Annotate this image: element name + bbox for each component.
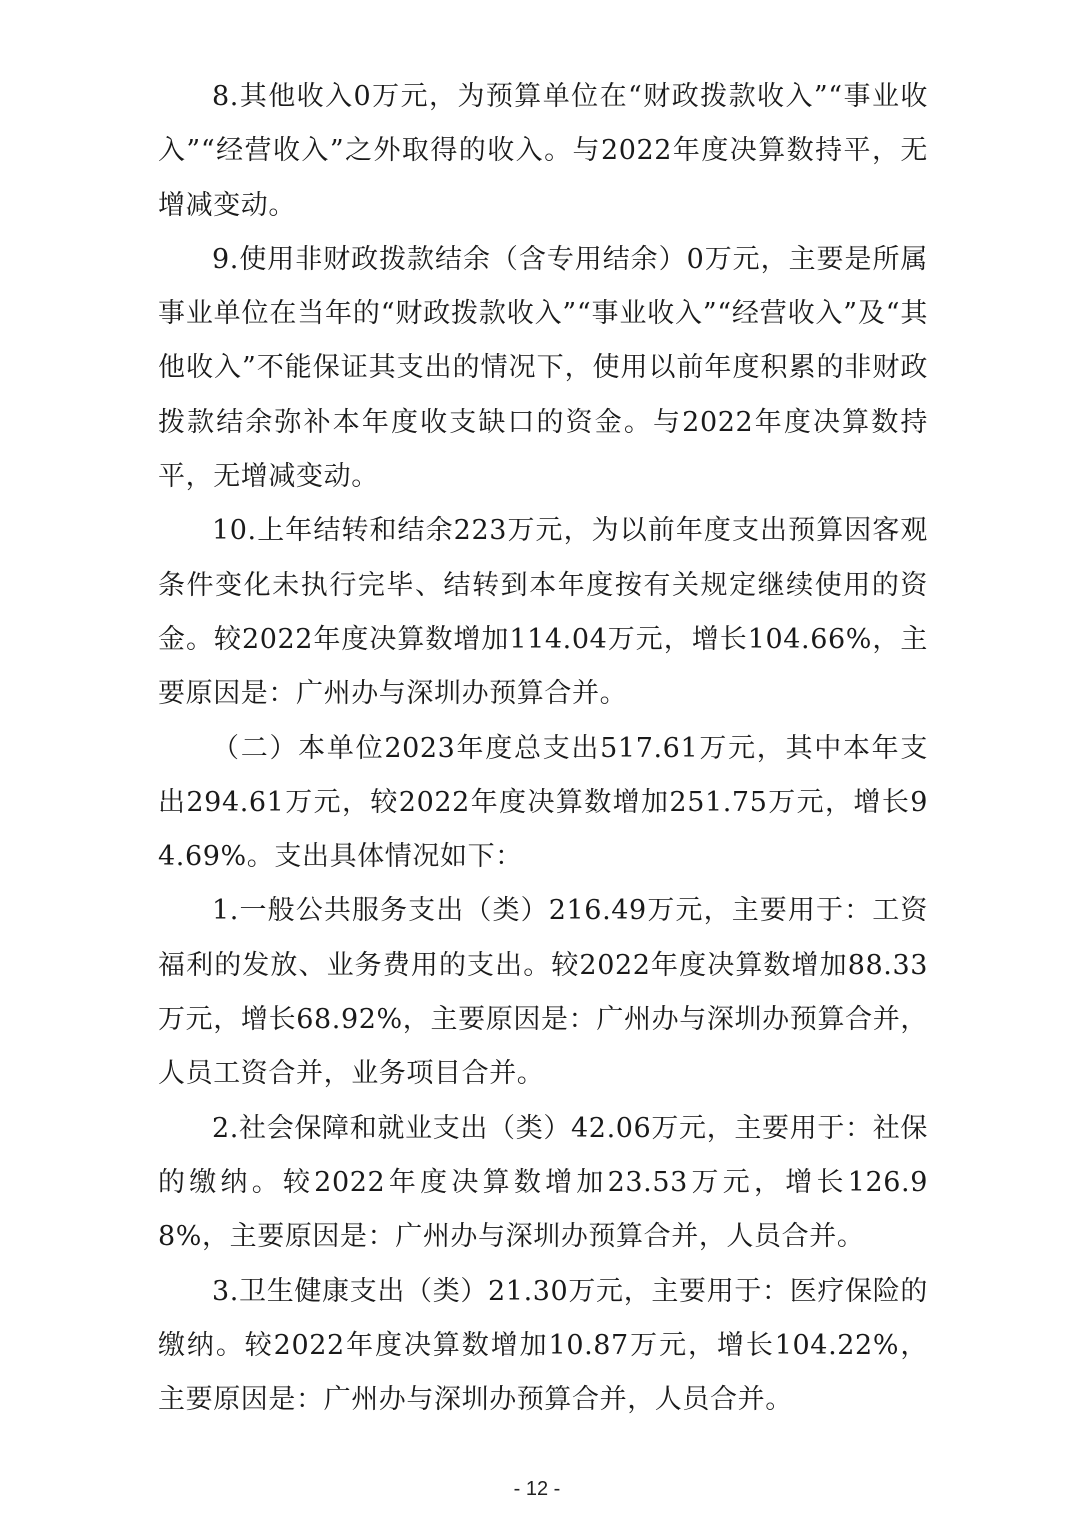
body-text [158, 70, 928, 1427]
paragraph-total-expenditure: （二）本单位2023年度总支出517.61万元，其中本年支出294.61万元，较2022年度决算数增加251.75万元，增长94.69%。支出具体情况如下： [158, 732, 928, 873]
paragraph-other-income: 8.其他收入0万元，为预算单位在“财政拨款收入”“事业收入”“经营收入”之外取得的收入。与2022年度决算数持平，无增减变动。 [158, 81, 928, 221]
paragraph-non-fiscal-balance: 9.使用非财政拨款结余（含专用结余）0万元，主要是所属事业单位在当年的“财政拨款收入”“事业收入”“经营收入”及“其他收入”不能保证其支出的情况下，使用以前年度积累的非财政拨款结余弥补本年度收支缺口的资金。与2022年度决算数持平，无增减变动。 [158, 243, 928, 493]
page-number: - 12 - [513, 1478, 561, 1500]
paragraph-health: 3.卫生健康支出（类）21.30万元，主要用于：医疗保险的缴纳。较2022年度决算数增加10.87万元，增长104.22%，主要原因是：广州办与深圳办预算合并，人员合并。 [158, 1275, 928, 1416]
paragraph-social-security: 2.社会保障和就业支出（类）42.06万元，主要用于：社保的缴纳。较2022年度决算数增加23.53万元，增长126.98%，主要原因是：广州办与深圳办预算合并，人员合并。 [158, 1112, 928, 1253]
paragraph-carryover-balance: 10.上年结转和结余223万元，为以前年度支出预算因客观条件变化未执行完毕、结转到本年度按有关规定继续使用的资金。较2022年度决算数增加114.04万元，增长104.66%，主要原因是：广州办与深圳办预算合并。 [158, 515, 928, 710]
paragraph-general-public-services: 1.一般公共服务支出（类）216.49万元，主要用于：工资福利的发放、业务费用的支出。较2022年度决算数增加88.33万元，增长68.92%，主要原因是：广州办与深圳办预算合并，人员工资合并，业务项目合并。 [158, 895, 928, 1090]
